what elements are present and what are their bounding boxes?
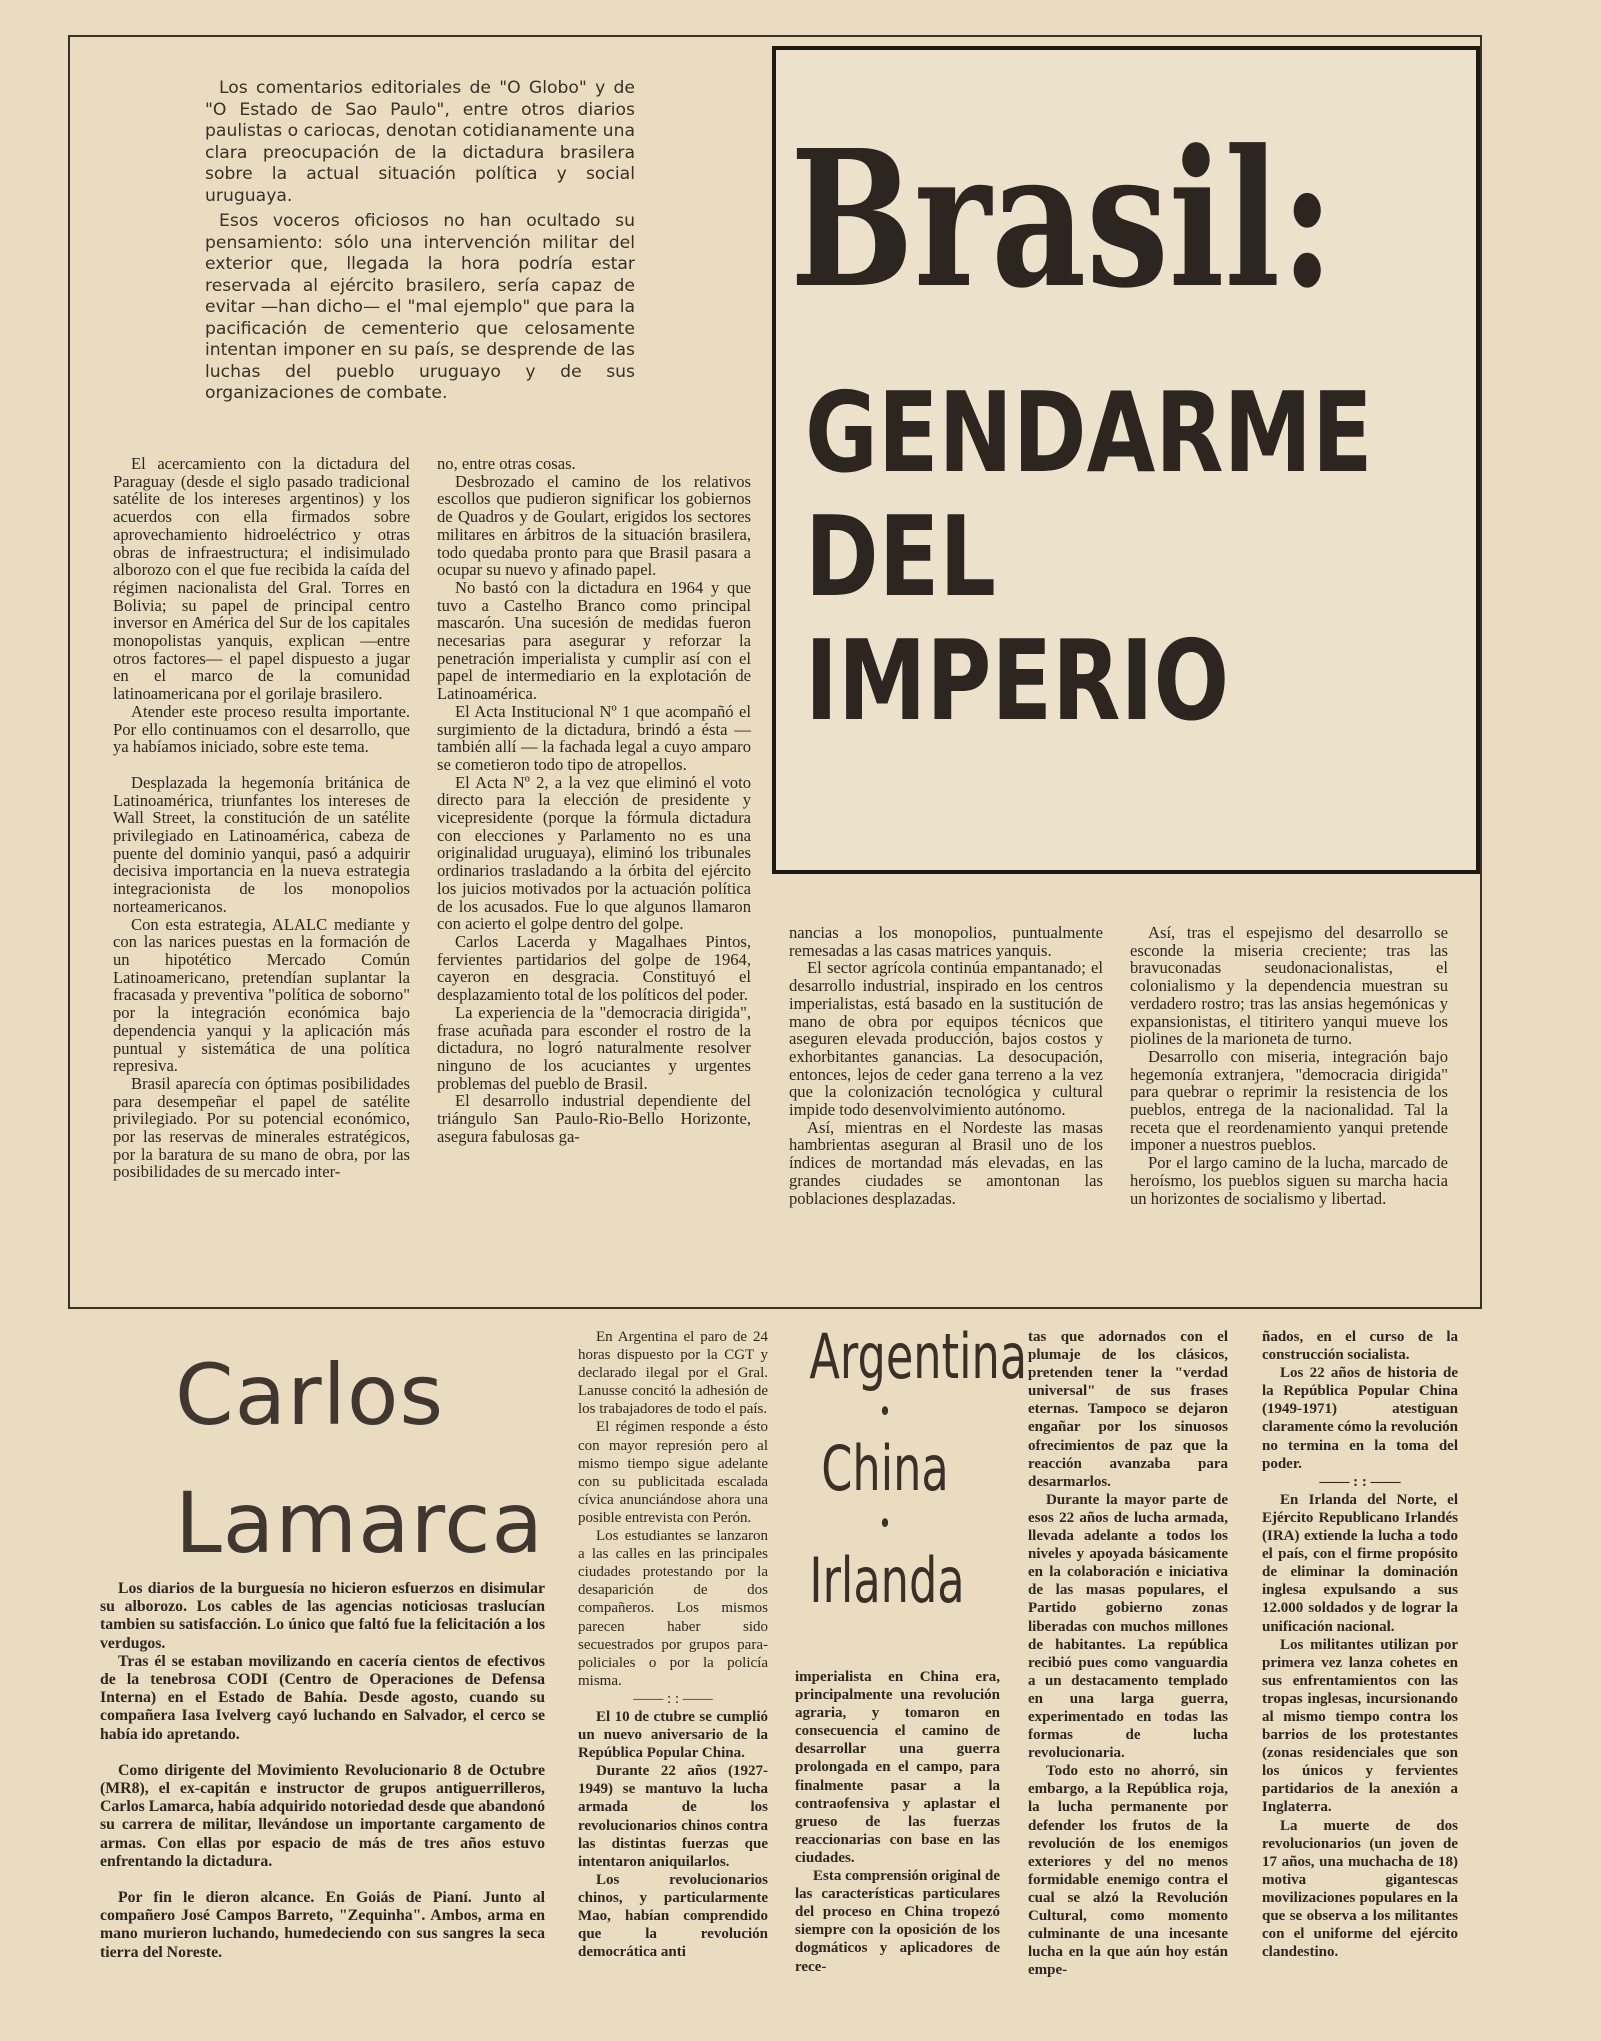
brasil-paragraph: No bastó con la dictadura en 1964 y que tuvo a Castelho Branco como principal mascarón. Una sucesión de medidas fueron necesarias para asegurar y reforzar la penetración imperialista y cumplir así con el papel de intermediario en la explotación de Latinoamérica. (437, 577, 751, 704)
china-column-3 (1262, 1328, 1458, 1961)
china-column-2 (1028, 1328, 1228, 1979)
lamarca-paragraph: Por fin le dieron alcance. En Goiás de Pianí. Junto al compañero José Campos Barreto, "Zequinha". Ambos, arma en mano murieron luchando, humedeciendo con sus sangres la seca tierra del Noreste. (100, 1889, 545, 1961)
lamarca-paragraph: Tras él se estaban movilizando en cacería cientos de efectivos de la tenebrosa CODI (Centro de Operaciones de Defensa Interna) en el Estado de Bahía. Desde agosto, cuando su compañera Iasa Ivelverg cayó luchando en Salvador, el cerco se había ido apretando. (100, 1652, 545, 1743)
headline-line: DEL (805, 493, 996, 622)
brasil-paragraph: El desarrollo industrial dependiente del triángulo San Paulo-Rio-Bello Horizonte, asegura fabulosas ga- (437, 1091, 751, 1146)
argentina-paragraph: Los estudiantes se lanzaron a las calles en las principales ciudades protestando por la desaparición de dos compañeros. Los mismos parecen haber sido secuestrados por grupos para-policiales o por la policía misma. (578, 1528, 768, 1689)
brasil-paragraph: La experiencia de la "democracia dirigida", frase acuñada para esconder el rostro de la dictadura, no logró naturalmente resolver ninguno de los acuciantes y urgentes problemas del pueblo de Brasil. (437, 1002, 751, 1093)
brasil-column-4 (1130, 924, 1448, 1207)
intro-paragraphs (205, 78, 635, 409)
irlanda-paragraph: Los militantes utilizan por primera vez lanza cohetes en sus enfrentamientos con las tropas inglesas, incursionando al mismo tiempo contra los barrios de los protestantes (zonas residenciales que son los únicos y fervientes partidarios de la anexión a Inglaterra. (1262, 1636, 1458, 1816)
brasil-paragraph: Carlos Lacerda y Magalhaes Pintos, fervientes partidarios del golpe de 1964, cayeron en desgracia. Constituyó el desplazamiento total de los políticos del poder. (437, 931, 751, 1005)
china-column-1 (795, 1668, 1000, 1976)
china-paragraph: ñados, en el curso de la construcción socialista. (1262, 1329, 1458, 1364)
argentina-paragraph: En Argentina el paro de 24 horas dispuesto por la CGT y declarado ilegal por el Gral. Lanusse concitó la adhesión de los trabajadores de todo el país. (578, 1329, 768, 1418)
lamarca-headline-line: Carlos (175, 1346, 445, 1444)
brasil-paragraph: El sector agrícola continúa empantanado; el desarrollo industrial, inspirado en los centros imperialistas, está basado en la sustitución de mano de obra por equipos técnicos que aseguren elevada producción, bajos costos y exhorbitantes ganancias. La desocupación, entonces, lejos de ceder gana terreno a la vez que la colonización tecnológica y cultural impide todo desenvolvimiento autónomo. (789, 958, 1103, 1120)
brasil-paragraph: Desbrozado el camino de los relativos escollos que pudieron significar los gobiernos de Quadros y de Goulart, erigidos los sectores militares en árbitros de la situación brasilera, todo quedaba pronto para que Brasil pasara a ocupar su nuevo y afinado papel. (437, 471, 751, 580)
ach-headline-line: China (821, 1432, 949, 1505)
brasil-paragraph: Con esta estrategia, ALALC mediante y con las narices puestas en la formación de un hipotético Mercado Común Latinoamericano, pretendían suplantar la fracasada y preventiva "política de soborno" por la integración económica bajo dependencia yanqui y la aplicación más puntual y sistemática de una política represiva. (113, 914, 410, 1076)
argentina-article (578, 1328, 768, 1961)
brasil-paragraph: Así, mientras en el Nordeste las masas hambrientas aseguran al Brasil uno de los índices de mortandad más elevadas, en las grandes ciudades se amontonan las poblaciones desplazadas. (789, 1117, 1103, 1208)
argentina-paragraph: El régimen responde a ésto con mayor represión pero al mismo tiempo sigue adelante con su publicitada escalada cívica anunciándose ahora una posible entrevista con Perón. (578, 1419, 768, 1526)
brasil-paragraph: Desarrollo con miseria, integración bajo hegemonía extranjera, "democracia dirigida" para quebrar o reprimir la resistencia de los pueblos, entrega de la nacionalidad. Tal la receta que el reordenamiento yanqui pretende imponer a nuestros pueblos. (1130, 1046, 1448, 1155)
bullet-icon: • (878, 1395, 892, 1430)
section-separator: —— : : —— (1319, 1473, 1401, 1490)
brasil-paragraph: no, entre otras cosas. (437, 454, 576, 473)
china-paragraph: Esta comprensión original de las características particulares del proceso en China tropezó siempre con la oposición de los dogmáticos y aplicadores de rece- (795, 1868, 1000, 1975)
irlanda-paragraph: En Irlanda del Norte, el Ejército Republicano Irlandés (IRA) extiende la lucha a todo el país, con el firme propósito de eliminar la dominación inglesa expulsando a sus 12.000 soldados y de lograr la unificación nacional. (1262, 1491, 1458, 1635)
lamarca-headline (175, 1345, 544, 1573)
brasil-paragraph: Por el largo camino de la lucha, marcado de heroísmo, los pueblos siguen su marcha hacia un horizontes de socialismo y libertad. (1130, 1153, 1448, 1208)
headline-line: IMPERIO (805, 617, 1230, 746)
ach-headline-line: Argentina (809, 1320, 1028, 1393)
china-paragraph: Todo esto no ahorró, sin embargo, a la República roja, la lucha permanente por defender los frutos de la revolución de los enemigos exteriores y del no menos formidable enemigo contra el cual se alzó la Revolución Cultural, como momento culminante de una incesante lucha en la que aún hoy están empe- (1028, 1763, 1228, 1979)
lamarca-paragraph: Los diarios de la burguesía no hicieron esfuerzos en disimular su alborozo. Los cables de las agencias noticiosas traslucían tambien su satisfacción. Lo único que faltó fue la felicitación a los verdugos. (100, 1580, 545, 1652)
brasil-paragraph: nancias a los monopolios, puntualmente remesadas a las casas matrices yanquis. (789, 923, 1103, 960)
argentina-paragraph: El 10 de ctubre se cumplió un nuevo aniversario de la República Popular China. (578, 1708, 768, 1762)
intro-paragraph: Los comentarios editoriales de "O Globo" y de "O Estado de Sao Paulo", entre otros diarios paulistas o cariocas, denotan cotidianamente una clara preocupación de la dictadura brasilera sobre la actual situación política y social uruguaya. (205, 78, 635, 206)
brasil-paragraph: Desplazada la hegemonía británica de Latinoamérica, triunfantes los intereses de Wall Street, la constitución de un satélite privilegiado en Latinoamérica, cabeza de puente del dominio yanqui, pasó a adquirir decisiva importancia en la nueva estrategia integracionista de los monopolios norteamericanos. (113, 772, 410, 916)
brasil-paragraph: El Acta Institucional Nº 1 que acompañó el surgimiento de la dictadura, brindó a ésta —también allí — la fachada legal a cuyo amparo se cometieron todo tipo de atropellos. (437, 701, 751, 774)
china-paragraph: Los 22 años de historia de la República Popular China (1949-1971) atestiguan claramente cómo la revolución no termina en la toma del poder. (1262, 1365, 1458, 1472)
headline-brasil: Brasil: (790, 109, 1335, 330)
brasil-paragraph: El acercamiento con la dictadura del Paraguay (desde el siglo pasado tradicional satélite de los intereses argentinos) y los acuerdos con ella firmados sobre aprovechamiento hidroeléctrico y otras obras de infraestructura; el indisimulado alborozo con el que fue recibida la caída del régimen nacionalista del Gral. Torres en Bolivia; su papel de principal centro inversor en América del Sur de los capitales monopolistas yanquis, explican —entre otros factores— el papel dispuesto a jugar en el marco de la comunidad latinoamericana por el gorilaje brasilero. (113, 454, 410, 704)
brasil-column-3 (789, 924, 1103, 1207)
argentina-china-irlanda-headline (809, 1320, 1028, 1617)
irlanda-paragraph: La muerte de dos revolucionarios (un joven de 17 años, una muchacha de 18) motiva gigantescas movilizaciones populares en la que se observa a los militantes con el uniforme del ejército clandestino. (1262, 1817, 1458, 1961)
china-paragraph: tas que adornados con el plumaje de los clásicos, pretenden tener la "verdad universal" de sus frases eternas. Tampoco se dejaron engañar por los sinuosos ofrecimientos de paz que la reacción avanzaba para desarmarlos. (1028, 1329, 1228, 1490)
intro-paragraph: Esos voceros oficiosos no han ocultado su pensamiento: sólo una intervención militar del exterior que, llegada la hora podría estar reservada al ejército brasilero, sería capaz de evitar —han dicho— el "mal ejemplo" que para la pacificación de cementerio que celosamente intentan imponer en su país, se desprende de las luchas del pueblo uruguayo y de sus organizaciones de combate. (205, 211, 635, 403)
argentina-paragraph: Durante 22 años (1927-1949) se mantuvo la lucha armada de los revolucionarios chinos contra las distintas fuerzas que intentaron aniquilarlos. (578, 1763, 768, 1870)
ach-headline-line: Irlanda (809, 1544, 965, 1617)
lamarca-paragraph: Como dirigente del Movimiento Revolucionario 8 de Octubre (MR8), el ex-capitán e instructor de grupos antiguerrilleros, Carlos Lamarca, había adquirido notoriedad desde que abandonó su carrera de militar, llevándose un importante cargamento de armas. Con ellas por espacio de más de tres años estuvo enfrentando la dictadura. (100, 1761, 545, 1870)
headline-line: GENDARME (805, 369, 1373, 498)
brasil-column-2 (437, 455, 751, 1145)
lamarca-article (100, 1580, 545, 1962)
brasil-paragraph: Atender este proceso resulta importante. Por ello continuamos con el desarrollo, que ya habíamos iniciado, sobre este tema. (113, 701, 410, 757)
brasil-paragraph: El Acta Nº 2, a la vez que eliminó el voto directo para la elección de presidente y vicepresidente (porque la fórmula dictadura con elecciones y Parlamento no es una originalidad uruguaya), eliminó los tribunales ordinarios trasladando a la órbita del ejército los juicios motivados por la actuación política de los acusados. Fue lo que algunos llamaron con acierto el golpe dentro del golpe. (437, 772, 751, 934)
argentina-paragraph: Los revolucionarios chinos, y particularmente Mao, habían comprendido que la revolución democrática anti (578, 1871, 768, 1961)
brasil-paragraph: Así, tras el espejismo del desarrollo se esconde la miseria creciente; tras las bravuconadas seudonacionalistas, el colonialismo y la dependencia muestran su verdadero rostro; tras las ansias hegemónicas y expansionistas, el titiritero yanqui mueve los piolines de la marioneta de turno. (1130, 923, 1448, 1049)
brasil-column-1 (113, 455, 410, 1181)
headline-subtitle (805, 369, 1373, 746)
china-paragraph: Durante la mayor parte de esos 22 años de lucha armada, llevada adelante a todos los niveles y apoyada básicamente en la colaboración e iniciativa de las masas populares, el Partido gobierno zonas liberadas con muchos millones de habitantes. La república recibió pues como vanguardia a un destacamento templado en una larga guerra, experimentado en todas las formas de lucha revolucionaria. (1028, 1491, 1228, 1762)
lamarca-headline-line: Lamarca (175, 1474, 544, 1572)
section-separator: —— : : —— (633, 1690, 713, 1707)
bullet-icon: • (878, 1507, 892, 1542)
china-paragraph: imperialista en China era, principalmente una revolución agraria, y tomaron en consecuencia el camino de desarrollar una guerra prolongada en el campo, para finalmente pasar a la contraofensiva y aplastar el grueso de las fuerzas reaccionarias con base en las ciudades. (795, 1669, 1000, 1866)
brasil-paragraph: Brasil aparecía con óptimas posibilidades para desempeñar el papel de satélite privilegiado. Por su potencial económico, por las reservas de minerales estratégicos, por la baratura de su mano de obra, por las posibilidades de su mercado inter- (113, 1073, 410, 1182)
